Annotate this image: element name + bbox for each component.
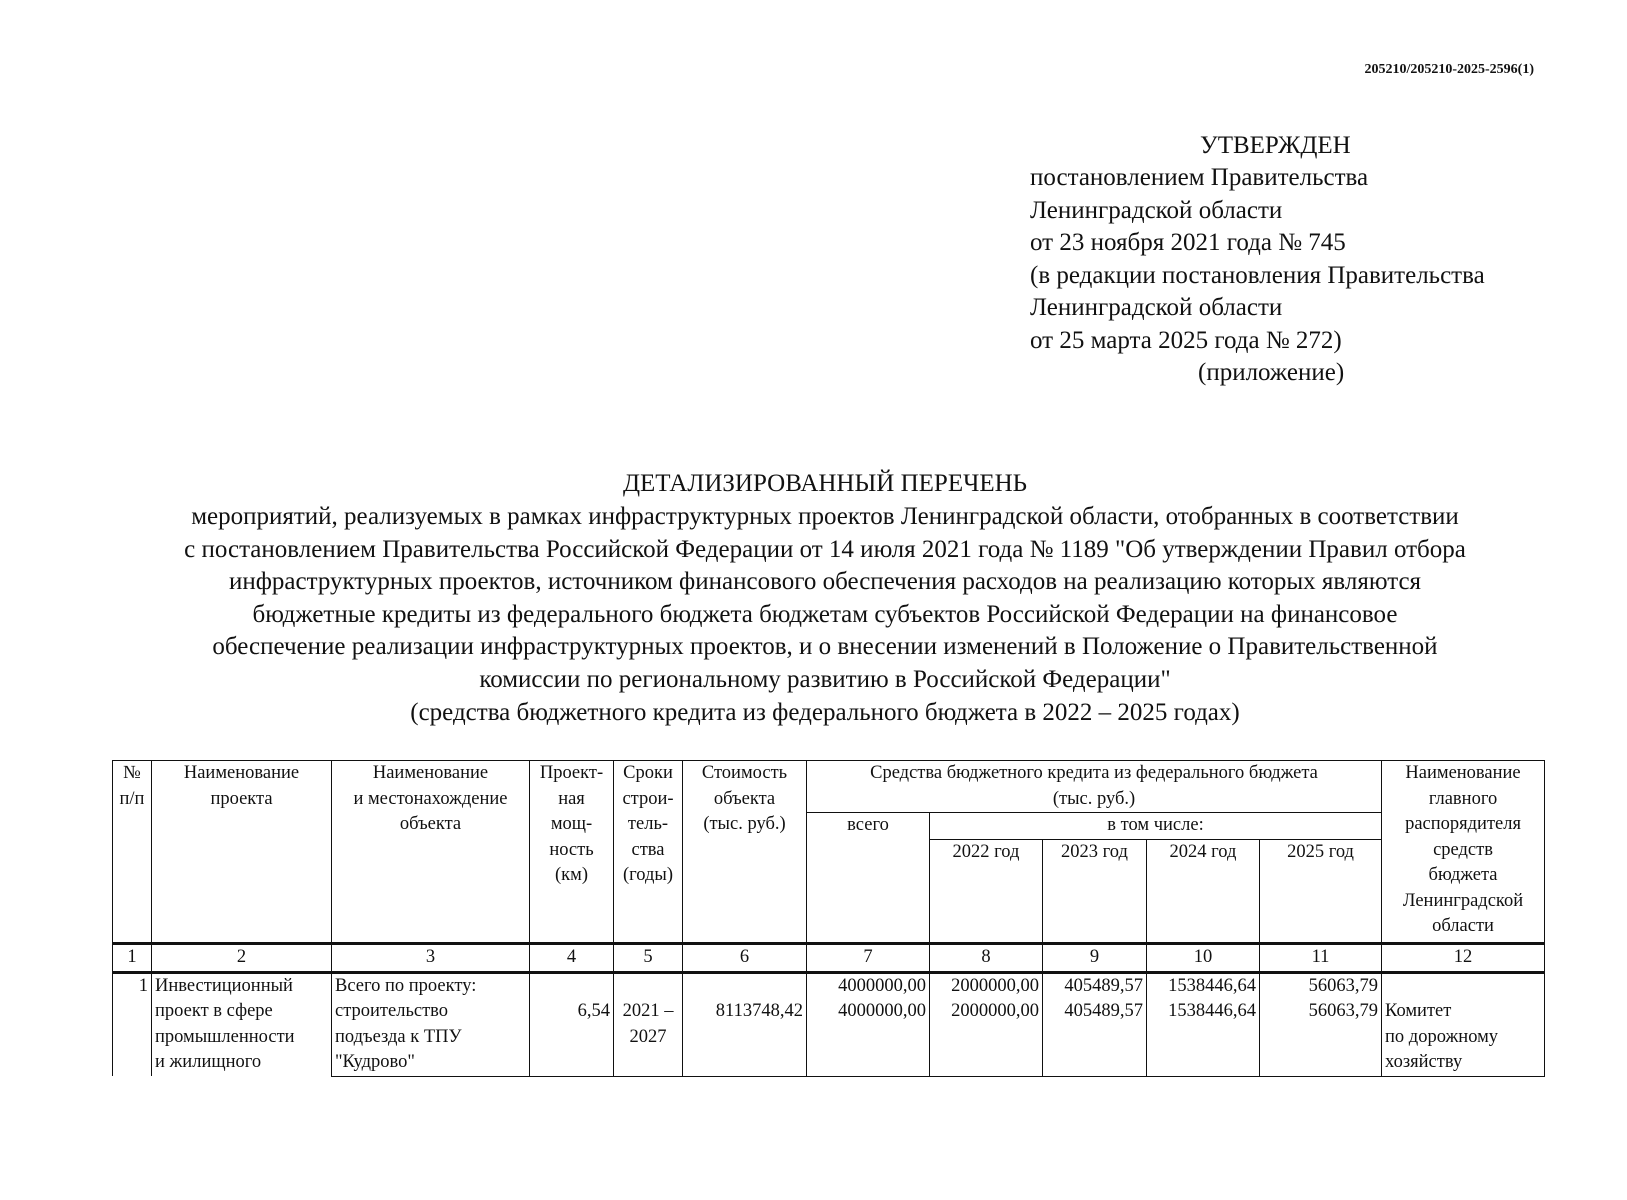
header-year-2024: 2024 год <box>1147 840 1260 944</box>
empty-cell <box>1382 972 1545 999</box>
total-2022: 2000000,00 <box>930 972 1043 999</box>
header-budget-funds: Средства бюджетного кредита из федерального бюджета (тыс. руб.) <box>807 761 1382 813</box>
total-2025: 56063,79 <box>1260 972 1382 999</box>
column-number: 1 <box>113 944 152 973</box>
column-number: 11 <box>1260 944 1382 973</box>
document-number: 205210/205210-2025-2596(1) <box>1364 62 1534 77</box>
column-numbers-row <box>113 944 1545 973</box>
total-2023: 405489,57 <box>1043 972 1147 999</box>
empty-cell <box>683 972 807 999</box>
value-2024: 1538446,64 <box>1147 999 1260 1076</box>
object-cost: 8113748,42 <box>683 999 807 1076</box>
approval-line: от 25 марта 2025 года № 272) <box>1030 326 1342 354</box>
approval-line: (в редакции постановления Правительства <box>1030 261 1485 289</box>
title-line: с постановлением Правительства Российской Федерации от 14 июля 2021 года № 1189 "Об утверждении Правил отбора <box>184 535 1466 563</box>
header-object: Наименование и местонахождение объекта <box>332 761 530 944</box>
empty-cell <box>530 972 614 999</box>
budget-manager: Комитет по дорожному хозяйству <box>1382 999 1545 1076</box>
column-number: 8 <box>930 944 1043 973</box>
title-line: мероприятий, реализуемых в рамках инфраструктурных проектов Ленинградской области, отобранных в соответствии <box>191 503 1459 530</box>
total-all: 4000000,00 <box>807 972 930 999</box>
header-manager: Наименование главного распорядителя средств бюджета Ленинградской области <box>1382 761 1545 944</box>
project-name: Инвестиционный проект в сфере промышленности и жилищного <box>152 972 332 1076</box>
empty-cell <box>614 972 683 999</box>
project-total-label: Всего по проекту: <box>332 972 530 999</box>
approval-appendix: (приложение) <box>1198 359 1345 386</box>
column-number: 10 <box>1147 944 1260 973</box>
header-cost: Стоимость объекта (тыс. руб.) <box>683 761 807 944</box>
measures-table <box>112 760 1545 1077</box>
column-number: 6 <box>683 944 807 973</box>
value-2022: 2000000,00 <box>930 999 1043 1076</box>
header-including: в том числе: <box>930 813 1382 840</box>
approval-line: Ленинградской области <box>1030 294 1283 321</box>
row-number: 1 <box>113 972 152 1076</box>
column-number: 2 <box>152 944 332 973</box>
construction-terms: 2021 – 2027 <box>614 999 683 1076</box>
measures-table-wrapper <box>112 760 1544 1077</box>
capacity-value: 6,54 <box>530 999 614 1076</box>
column-number: 12 <box>1382 944 1545 973</box>
header-year-2025: 2025 год <box>1260 840 1382 944</box>
total-2024: 1538446,64 <box>1147 972 1260 999</box>
title-line: обеспечение реализации инфраструктурных проектов, и о внесении изменений в Положение о Правительственной <box>212 633 1438 661</box>
column-number: 4 <box>530 944 614 973</box>
approval-heading: УТВЕРЖДЕН <box>1200 132 1351 159</box>
column-number: 7 <box>807 944 930 973</box>
header-total: всего <box>807 813 930 944</box>
table-row <box>113 972 1545 999</box>
title-line: инфраструктурных проектов, источником финансового обеспечения расходов на реализацию которых являются <box>228 568 1422 596</box>
column-number: 5 <box>614 944 683 973</box>
value-all: 4000000,00 <box>807 999 930 1076</box>
approval-line: от 23 ноября 2021 года № 745 <box>1030 229 1346 256</box>
title-line: бюджетные кредиты из федерального бюджета бюджетам субъектов Российской Федерации на финансовое <box>252 600 1398 628</box>
title-line: (средства бюджетного кредита из федерального бюджета в 2022 – 2025 годах) <box>410 698 1240 726</box>
value-2025: 56063,79 <box>1260 999 1382 1076</box>
approval-line: постановлением Правительства <box>1030 164 1369 191</box>
title-heading: ДЕТАЛИЗИРОВАННЫЙ ПЕРЕЧЕНЬ <box>622 470 1028 497</box>
header-year-2023: 2023 год <box>1043 840 1147 944</box>
column-number: 3 <box>332 944 530 973</box>
value-2023: 405489,57 <box>1043 999 1147 1076</box>
header-year-2022: 2022 год <box>930 840 1043 944</box>
header-num: № п/п <box>113 761 152 944</box>
column-number: 9 <box>1043 944 1147 973</box>
header-project: Наименование проекта <box>152 761 332 944</box>
header-capacity: Проект- ная мощ- ность (км) <box>530 761 614 944</box>
document-title <box>95 467 1555 729</box>
header-terms: Сроки строи- тель- ства (годы) <box>614 761 683 944</box>
title-line: комиссии по региональному развитию в Российской Федерации" <box>479 665 1171 693</box>
approval-line: Ленинградской области <box>1030 196 1283 224</box>
approval-stamp <box>1030 130 1590 389</box>
object-name: строительство подъезда к ТПУ "Кудрово" <box>332 999 530 1076</box>
